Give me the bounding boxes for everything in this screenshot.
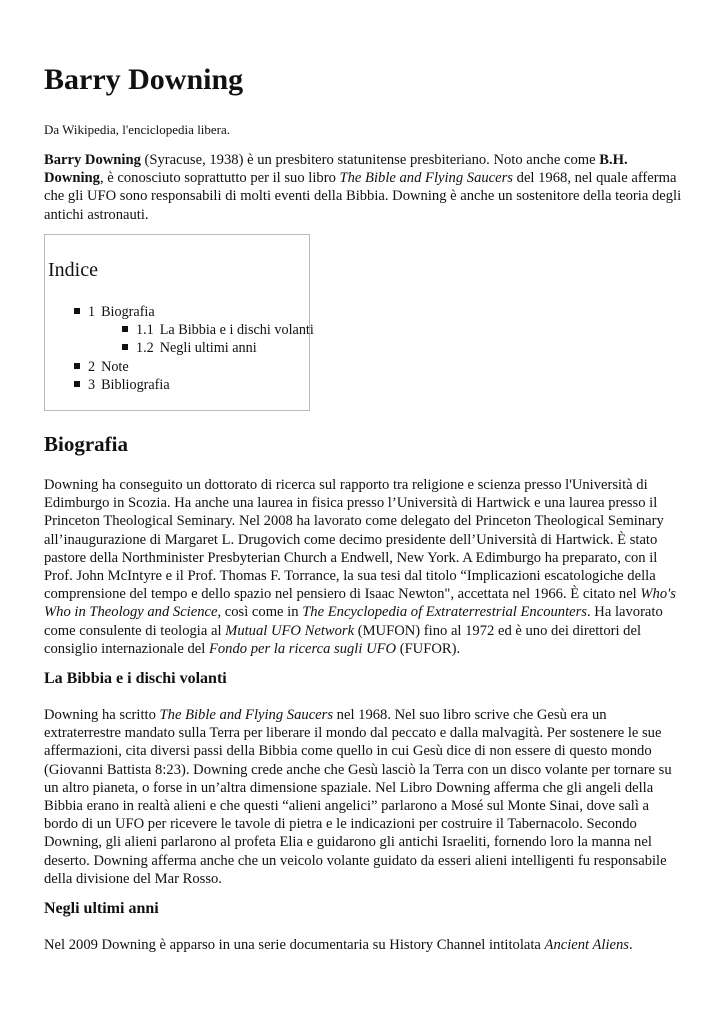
intro-text: del 1968, nel quale afferma che gli UFO sono responsabili di molti eventi della Bibbia. Downing è anche un sostenitore della teoria degli antichi astronauti. [44, 170, 682, 223]
intro-text: , è conosciuto soprattutto per il suo libro [99, 170, 340, 187]
intro-book-title: The Bible and Flying Saucers [339, 170, 513, 187]
toc-item-bibbia[interactable]: 1.1 La Bibbia e i dischi volanti [74, 321, 314, 339]
bullet-icon [122, 344, 128, 350]
site-tagline: Da Wikipedia, l'enciclopedia libera. [44, 122, 231, 137]
intro-subject: Barry Downing [44, 152, 141, 168]
toc-item-bibliografia[interactable]: 3 Bibliografia [74, 376, 314, 394]
toc-item-ultimi-anni[interactable]: 1.2 Negli ultimi anni [74, 339, 314, 357]
intro-alias: B.H. Downing [44, 152, 628, 187]
section-heading-biografia: Biografia [44, 432, 128, 456]
biografia-paragraph: Downing ha conseguito un dottorato di ricerca sul rapporto tra religione e scienza presso l'Università di Edimburgo in Scozia. Ha anche una laurea in fisica presso l’Università di Hartwick e una laurea presso il Princeton Theological Seminary. Nel 2008 ha lavorato come delegato del Princeton Theological Seminary all’inaugurazione di Margaret L. Drugovich come decimo presidente dell’Università di Hartwick. È stato pastore della Northminister Presbyterian Church a Endwell, New York. A Edimburgo ha preparato, con il Prof. John McIntyre e il Prof. Thomas F. Torrance, la sua tesi dal titolo “Implicazioni escatologiche della comprensione del tempo e dello spazio nel pensiero di Isaac Newton", accettata nel 1966. È citato nel Who's Who in Theology and Science, così come in The Encyclopedia of Extraterrestrial Encounters. Ha lavorato come consulente di teologia al Mutual UFO Network (MUFON) fino al 1972 ed è uno dei direttori del consiglio internazionale del Fondo per la ricerca sugli UFO (FUFOR). [44, 477, 676, 657]
toc-list [74, 303, 314, 394]
ultimi-anni-paragraph: Nel 2009 Downing è apparso in una serie documentaria su History Channel intitolata Ancient Aliens. [44, 937, 633, 953]
page-title: Barry Downing [44, 63, 244, 96]
section-heading-bibbia: La Bibbia e i dischi volanti [44, 670, 227, 687]
bullet-icon [74, 308, 80, 314]
intro-text: (Syracuse, 1938) è un presbitero statunitense presbiteriano. Noto anche come [140, 152, 600, 168]
toc-title: Indice [48, 259, 98, 281]
bibbia-paragraph: Downing ha scritto The Bible and Flying Saucers nel 1968. Nel suo libro scrive che Gesù era un extraterrestre mandato sulla Terra per liberare il mondo dal peccato e dalla malvagità. Per sostenere le sue affermazioni, cita diversi passi della Bibbia come quello in cui Gesù dice di non essere di questo mondo (Giovanni Battista 8:23). Downing crede anche che Gesù lasciò la Terra con un disco volante per tornare su un altro pianeta, o forse in un’altra dimensione spaziale. Nel Libro Downing afferma che gli angeli della Bibbia erano in realtà alieni e che questi “alieni angelici” parlarono a Mosé sul Monte Sinai, dove salì a bordo di un UFO per ricevere le tavole di pietra e le indicazioni per costruire il Tabernacolo. Secondo Downing, gli alieni parlarono al profeta Elia e guidarono gli antichi Israeliti, fornendo loro la manna nel deserto. Downing afferma anche che un veicolo volante guidato da esseri alieni intelligenti fu responsabile della divisione del Mar Rosso. [44, 707, 672, 887]
bullet-icon [74, 381, 80, 387]
bullet-icon [122, 326, 128, 332]
section-heading-ultimi-anni: Negli ultimi anni [44, 900, 159, 917]
toc-item-note[interactable]: 2 Note [74, 358, 314, 376]
intro-paragraph [44, 151, 684, 224]
toc-item-biografia[interactable]: 1 Biografia [74, 303, 314, 321]
bullet-icon [74, 363, 80, 369]
